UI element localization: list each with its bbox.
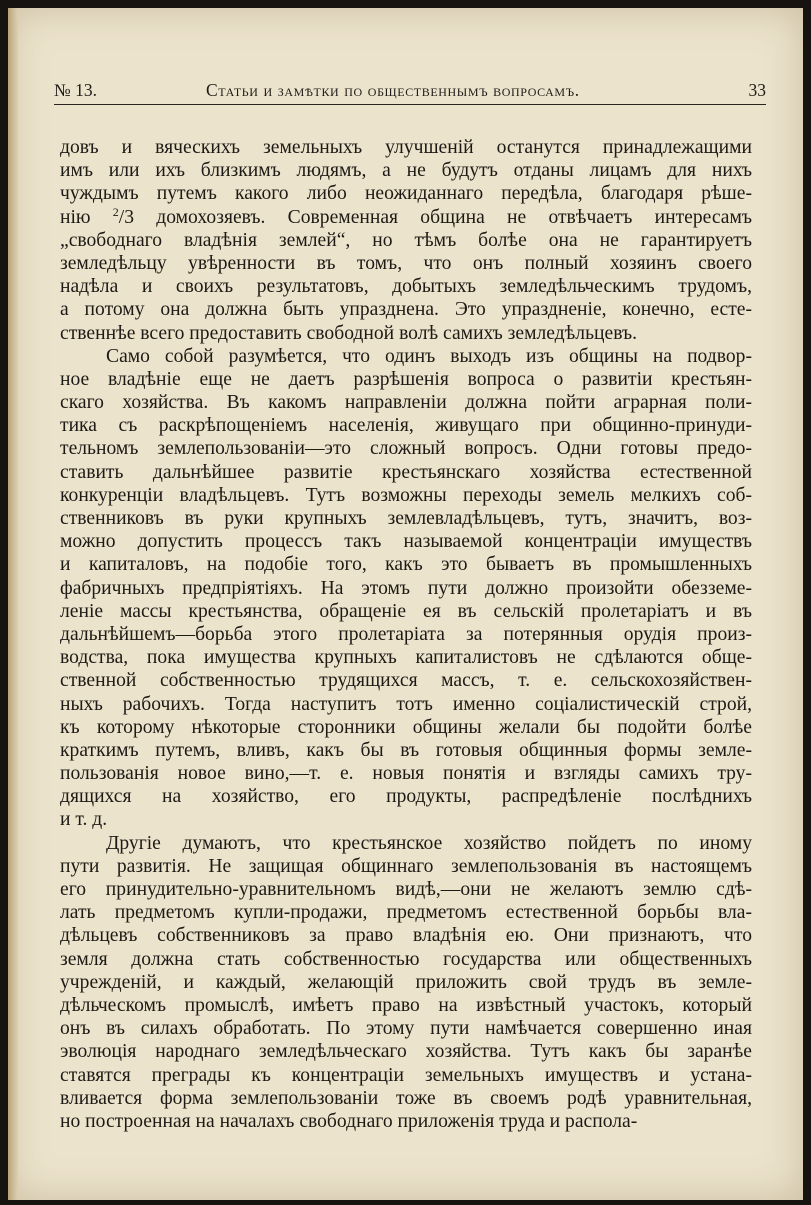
text-line: водства, пока имущества крупныхъ капиталистовъ не сдѣлаются обще- bbox=[60, 647, 752, 669]
text-line: и т. д. bbox=[60, 809, 108, 831]
text-line: дѣльческомъ промыслѣ, имѣетъ право на извѣстный участокъ, который bbox=[60, 994, 752, 1016]
text-line: можно допустить процессъ такъ называемой концентраціи имуществъ bbox=[60, 531, 752, 553]
text-line: леніе массы крестьянства, обращеніе ея въ сельскій пролетаріатъ и въ bbox=[60, 600, 752, 622]
text-line: чуждымъ путемъ какого либо неожиданнаго передѣла, благодаря рѣше- bbox=[60, 183, 752, 205]
text-line: земледѣльцу увѣренности въ томъ, что онъ полный хозяинъ своего bbox=[60, 252, 752, 274]
text-line: ственнѣе всего предоставить свободной волѣ самихъ земледѣльцевъ. bbox=[60, 322, 637, 344]
text-line: пользованія новое вино,—т. е. новыя понятія и взгляды самихъ тру- bbox=[60, 763, 752, 785]
text-line: его принудительно-уравнительномъ видѣ,—они не желаютъ землю сдѣ- bbox=[60, 879, 752, 900]
text-line: ное владѣніе еще не даетъ разрѣшенія вопроса о развитіи крестьян- bbox=[60, 368, 752, 390]
text-line: тика съ раскрѣпощеніемъ населенія, живущаго при общинно-принуди- bbox=[60, 415, 752, 437]
text-line: тельномъ землепользованіи—это сложный вопросъ. Одни готовы предо- bbox=[60, 438, 752, 460]
header-rule bbox=[54, 104, 766, 105]
text-line: ственной собственностью трудящихся массъ, т. е. сельскохозяйствен- bbox=[60, 670, 752, 692]
text-line: ственниковъ въ руки крупныхъ землевладѣльцевъ, тутъ, значитъ, воз- bbox=[60, 508, 752, 529]
text-line: „свободнаго владѣнія землей“, но тѣмъ болѣе она не гарантируетъ bbox=[60, 229, 752, 251]
text-line: фабричныхъ предпріятіяхъ. На этомъ пути должно произойти обезземе- bbox=[60, 577, 752, 599]
body-text bbox=[60, 136, 752, 1133]
text-line: учрежденій, и каждый, желающій приложить свой трудъ въ земле- bbox=[60, 971, 752, 993]
issue-number: № 13. bbox=[54, 80, 97, 100]
text-line: Другіе думаютъ, что крестьянское хозяйство пойдетъ по иному bbox=[106, 832, 752, 854]
text-line: конкуренціи владѣльцевъ. Тутъ возможны переходы земель мелкихъ соб- bbox=[60, 484, 752, 506]
running-header bbox=[54, 74, 766, 106]
page-number: 33 bbox=[748, 80, 766, 100]
text-line: дящихся на хозяйство, его продукты, распредѣленіе послѣднихъ bbox=[60, 786, 752, 808]
text-line: а потому она должна быть упразднена. Это упраздненіе, конечно, есте- bbox=[60, 299, 752, 321]
text-line: скаго хозяйства. Въ какомъ направленіи должна пойти аграрная поли- bbox=[60, 392, 752, 414]
binding-margin bbox=[8, 8, 18, 1200]
fraction-numerator: 2 bbox=[112, 204, 119, 219]
text-line: дальнѣйшемъ—борьба этого пролетаріата за потерянныя орудія произ- bbox=[60, 623, 752, 645]
text-line: къ которому нѣкоторые сторонники общины желали бы подойти болѣе bbox=[60, 716, 752, 738]
text-line: Само собой разумѣется, что одинъ выходъ изъ общины на подвор- bbox=[106, 345, 752, 367]
text-line: ныхъ рабочихъ. Тогда наступитъ тотъ именно соціалистическій строй, bbox=[60, 693, 752, 715]
book-page bbox=[8, 8, 803, 1200]
text-line: довъ и вяческихъ земельныхъ улучшеній останутся принадлежащими bbox=[60, 137, 752, 158]
text-line: краткимъ путемъ, вливъ, какъ бы въ готовыя общинныя формы земле- bbox=[60, 739, 752, 761]
text-line: онъ въ силахъ обработать. По этому пути намѣчается совершенно иная bbox=[60, 1018, 752, 1040]
text-line: но построенная на началахъ свободнаго приложенія труда и распола- bbox=[60, 1110, 638, 1132]
text-line: пути развитія. Не защищая общиннаго землепользованія въ настоящемъ bbox=[60, 855, 752, 877]
text-line: надѣла и своихъ результатовъ, добытыхъ земледѣльческимъ трудомъ, bbox=[60, 276, 752, 298]
paragraph bbox=[60, 136, 752, 345]
running-title: Статьи и замѣтки по общественнымъ вопросамъ. bbox=[206, 80, 580, 100]
text-line: ставить дальнѣйшее развитіе крестьянскаго хозяйства естественной bbox=[60, 461, 752, 483]
text-line: земля должна стать собственностью государства или общественныхъ bbox=[60, 948, 752, 970]
paragraph bbox=[60, 832, 752, 1133]
text-line: и капиталовъ, на подобіе того, какъ это бываетъ въ промышленныхъ bbox=[60, 554, 752, 576]
text-line: ставятся преграды къ концентраціи земельныхъ имуществъ и устана- bbox=[60, 1064, 752, 1086]
text-line: вливается форма землепользованіи тоже въ своемъ родѣ уравнительная, bbox=[60, 1087, 752, 1109]
text-line: эволюція народнаго земледѣльческаго хозяйства. Тутъ какъ бы заранѣе bbox=[60, 1041, 752, 1063]
text-line: лать предметомъ купли-продажи, предметомъ естественной борьбы вла- bbox=[60, 902, 752, 924]
paragraph bbox=[60, 345, 752, 832]
text-line: имъ или ихъ близкимъ людямъ, а не будутъ отданы лицамъ для нихъ bbox=[60, 160, 752, 182]
text-line: дѣльцевъ собственниковъ за право владѣнія ею. Они признаютъ, что bbox=[60, 925, 752, 947]
text-line: нію $^2$/3 домохозяевъ. Современная община не отвѣчаетъ интересамъ bbox=[60, 204, 752, 228]
